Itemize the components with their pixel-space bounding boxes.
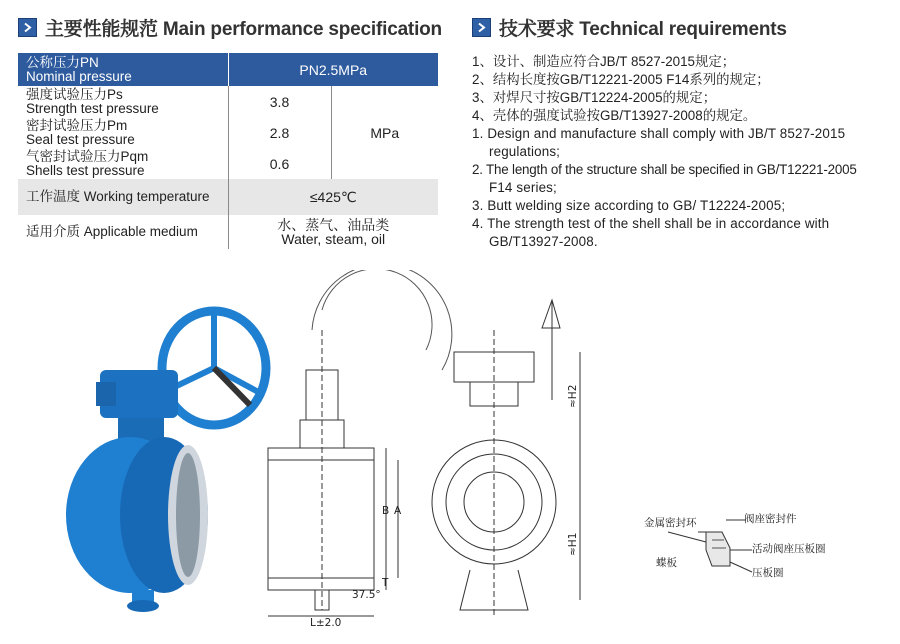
- table-header-row: [18, 53, 438, 86]
- strength-test-label-en: Strength test pressure: [26, 100, 159, 116]
- seal-test-label-cn: 密封试验压力Pm: [26, 117, 128, 133]
- shell-test-value: 0.6: [228, 148, 331, 179]
- medium-value-en: Water, steam, oil: [281, 231, 386, 247]
- requirement-en-4: [472, 215, 897, 251]
- requirement-en-2: [472, 161, 897, 197]
- requirement-en-3: [472, 197, 897, 215]
- table-row: [18, 86, 438, 117]
- front-view-drawing: [432, 300, 580, 616]
- dim-t-label: T: [382, 577, 389, 589]
- arrow-right-icon: [472, 18, 491, 37]
- requirement-en-2-line1: 2. The length of the structure shall be specified in GB/T12221-2005: [472, 162, 857, 177]
- shell-test-label-cn: 气密封试验压力Pqm: [26, 148, 149, 164]
- dim-b-label: B: [382, 505, 390, 517]
- requirement-en-1-line2: regulations;: [489, 144, 561, 159]
- requirement-en-4-line2: GB/T13927-2008.: [489, 234, 598, 249]
- nominal-pressure-value: PN2.5MPa: [228, 53, 438, 86]
- angle-label: 37.5°: [352, 589, 381, 601]
- spec-table: [18, 53, 438, 249]
- metal-seal-ring-label: 金属密封环: [644, 517, 697, 529]
- medium-label: 适用介质 Applicable medium: [26, 224, 198, 239]
- requirement-cn-1: 1、设计、制造应符合JB/T 8527-2015规定；: [472, 54, 736, 69]
- shell-test-label-en: Shells test pressure: [26, 162, 145, 178]
- requirement-en-3-line1: 3. Butt welding size according to GB/ T12224-2005;: [472, 198, 786, 213]
- movable-seat-plate-label: 活动阀座压板圈: [752, 543, 826, 555]
- table-row: [18, 179, 438, 215]
- dim-h2-label: ≈H2: [567, 384, 579, 408]
- seal-test-value: 2.8: [228, 117, 331, 148]
- working-temp-label: 工作温度 Working temperature: [18, 179, 228, 215]
- medium-value-cn: 水、蒸气、油品类: [277, 217, 390, 233]
- dim-h1-label: ≈H1: [567, 532, 579, 556]
- seat-seal-label: 阀座密封件: [744, 513, 797, 525]
- nominal-pressure-label-en: Nominal pressure: [26, 68, 132, 84]
- requirements-list: [472, 53, 897, 251]
- requirements-section-title: [472, 14, 787, 41]
- strength-test-value: 3.8: [228, 86, 331, 117]
- pressure-unit: MPa: [370, 124, 400, 141]
- dim-l-label: L±2.0: [310, 617, 342, 629]
- dim-a-label: A: [394, 505, 402, 517]
- side-section-drawing: [268, 270, 452, 616]
- requirement-en-1: [472, 125, 897, 161]
- pressure-ring-label: 压板圈: [752, 567, 784, 579]
- spec-section-title: [18, 14, 442, 41]
- requirement-cn-4: 4、壳体的强度试验按GB/T13927-2008的规定。: [472, 108, 757, 123]
- requirement-en-2-line2: F14 series;: [489, 180, 557, 195]
- table-row: [18, 215, 438, 249]
- requirement-en-1-line1: 1. Design and manufacture shall comply with JB/T 8527-2015: [472, 126, 846, 141]
- valve-drawings: [0, 270, 900, 644]
- requirement-en-4-line1: 4. The strength test of the shell shall be in accordance with: [472, 216, 830, 231]
- nominal-pressure-label-cn: 公称压力PN: [26, 54, 99, 70]
- butterfly-plate-label: 蝶板: [656, 557, 677, 569]
- requirement-cn-3: 3、对焊尺寸按GB/T12224-2005的规定；: [472, 90, 717, 105]
- valve-photo: [66, 311, 266, 612]
- working-temp-value: ≤425℃: [228, 179, 438, 215]
- requirement-cn-2: 2、结构长度按GB/T12221-2005 F14系列的规定；: [472, 72, 770, 87]
- requirements-title-text: 技术要求 Technical requirements: [499, 19, 787, 40]
- spec-title-text: 主要性能规范 Main performance specification: [45, 19, 442, 40]
- seal-test-label-en: Seal test pressure: [26, 131, 135, 147]
- strength-test-label-cn: 强度试验压力Ps: [26, 86, 123, 102]
- arrow-right-icon: [18, 18, 37, 37]
